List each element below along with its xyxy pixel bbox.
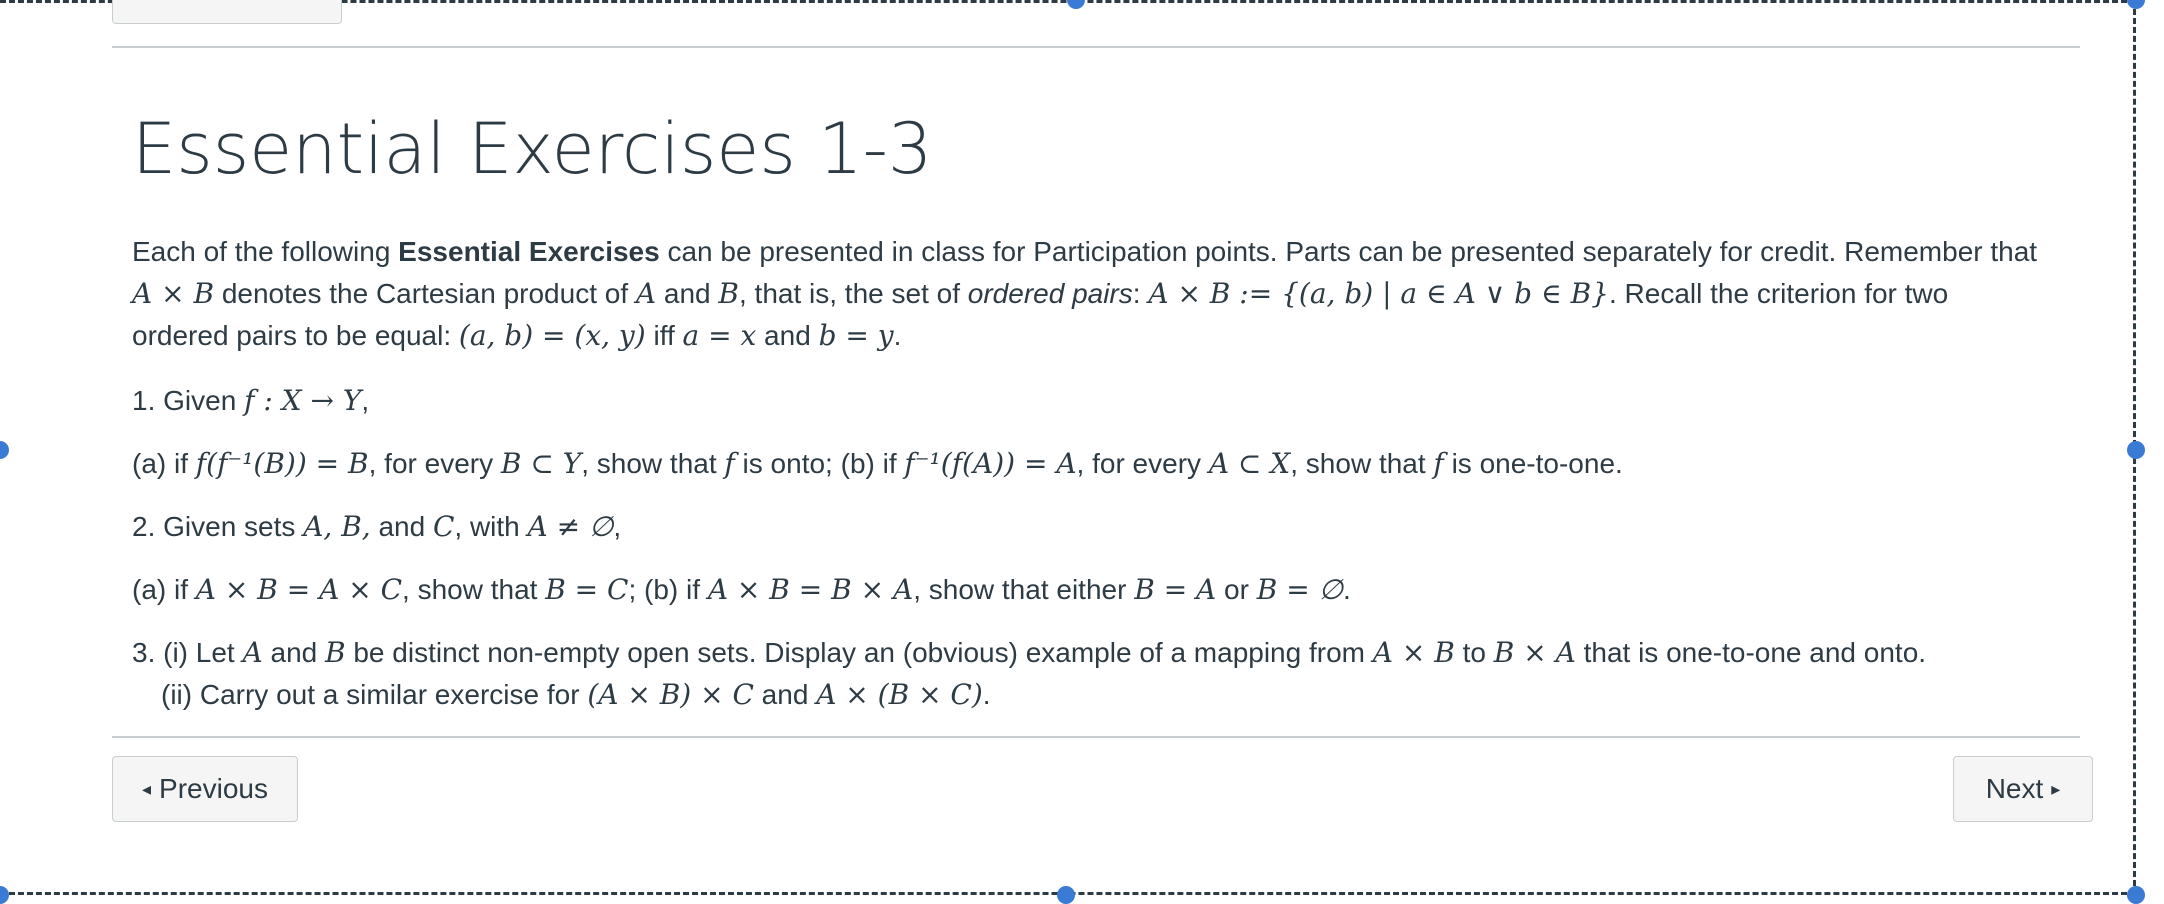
resize-handle-bottom[interactable] (1057, 886, 1075, 904)
text: 1. Given (132, 385, 245, 416)
triangle-right-icon: ▸ (2051, 778, 2061, 799)
text: is onto; (b) if (734, 448, 905, 479)
text: , for every (368, 448, 501, 479)
math: B = C (545, 573, 629, 606)
math: A × B := {(a, b) | a ∈ A ∨ b ∈ B} (1148, 277, 1609, 310)
exercise-2-given (132, 506, 2032, 548)
text: and (370, 511, 433, 542)
intro-line-3 (132, 315, 2032, 357)
text: . (1342, 574, 1351, 605)
exercise-3-part-ii (161, 674, 2061, 716)
math: A × B (132, 277, 215, 310)
intro-text: ordered pairs to be equal: (132, 320, 459, 351)
text: 2. Given sets (132, 511, 304, 542)
math: f (724, 447, 735, 480)
exercise-3-part-i (132, 632, 2032, 674)
intro-text: Each of the following (132, 236, 399, 267)
intro-text: and (656, 278, 719, 309)
intro-paragraph (132, 231, 2038, 357)
math: B ⊂ Y (500, 447, 582, 480)
text: , (361, 385, 370, 416)
math: A (242, 636, 263, 669)
text: , show that (581, 448, 725, 479)
text: and (262, 637, 325, 668)
intro-text: and (756, 320, 819, 351)
text: , show that (1290, 448, 1434, 479)
math: C (432, 510, 455, 543)
math: A × B (1372, 636, 1455, 669)
text: that is one-to-one and onto. (1575, 637, 1927, 668)
intro-text: . (893, 320, 902, 351)
text: , show that either (913, 574, 1135, 605)
text: 3. (i) Let (132, 637, 243, 668)
math: A (635, 277, 657, 310)
math: b = y (818, 319, 894, 352)
exercise-1-given (132, 380, 2032, 422)
math: A ≠ ∅ (527, 510, 614, 543)
previous-label: Previous (159, 773, 268, 804)
exercise-1-parts (132, 443, 2032, 485)
text: ; (b) if (628, 574, 708, 605)
intro-text: can be presented in class for Participation points. Parts can be presented separately for credit. Remember that (659, 236, 2038, 267)
intro-text: denotes the Cartesian product of (214, 278, 636, 309)
math: B = ∅ (1256, 573, 1343, 606)
math: A ⊂ X (1208, 447, 1291, 480)
intro-italic: ordered pairs (967, 278, 1133, 309)
text: , show that (402, 574, 546, 605)
intro-text: . Recall the criterion for two (1608, 278, 1949, 309)
intro-line-1 (132, 231, 2038, 273)
math: a = x (682, 319, 757, 352)
intro-line-2 (132, 273, 2032, 315)
top-button-partial[interactable] (112, 0, 342, 24)
text: (ii) Carry out a similar exercise for (161, 679, 588, 710)
triangle-left-icon: ◂ (142, 778, 152, 799)
text: , for every (1076, 448, 1209, 479)
math: A × (B × C) (816, 678, 983, 711)
resize-handle-right[interactable] (2127, 441, 2145, 459)
intro-bold: Essential Exercises (398, 236, 660, 267)
text: or (1216, 574, 1257, 605)
math: f : X → Y (244, 384, 362, 417)
intro-text: iff (645, 320, 683, 351)
math: A × B = B × A (707, 573, 914, 606)
math: f(f⁻¹(B)) = B (195, 447, 369, 480)
math: B (718, 277, 739, 310)
exercise-2-parts (132, 569, 2032, 611)
bottom-divider (112, 736, 2080, 738)
math: A × B = A × C (195, 573, 403, 606)
page-title: Essential Exercises 1-3 (132, 108, 933, 190)
math: f (1433, 447, 1444, 480)
text: (a) if (132, 574, 196, 605)
text: to (1454, 637, 1494, 668)
top-divider (112, 46, 2080, 48)
text: be distinct non-empty open sets. Display an (obvious) example of a mapping from (345, 637, 1373, 668)
math: B × A (1493, 636, 1576, 669)
next-label: Next (1985, 773, 2044, 804)
math: f⁻¹(f(A)) = A (904, 447, 1077, 480)
math: (a, b) = (x, y) (458, 319, 646, 352)
text: , with (454, 511, 528, 542)
previous-button[interactable] (112, 756, 298, 822)
intro-text: : (1132, 278, 1149, 309)
math: (A × B) × C (587, 678, 754, 711)
text: , (613, 511, 622, 542)
resize-handle-bottom-right[interactable] (2127, 886, 2145, 904)
text: is one-to-one. (1443, 448, 1623, 479)
math: A, B, (303, 510, 371, 543)
math: B = A (1134, 573, 1217, 606)
text: and (753, 679, 817, 710)
math: B (325, 636, 346, 669)
text: . (982, 679, 991, 710)
text: (a) if (132, 448, 196, 479)
intro-text: , that is, the set of (738, 278, 968, 309)
next-button[interactable] (1953, 756, 2093, 822)
